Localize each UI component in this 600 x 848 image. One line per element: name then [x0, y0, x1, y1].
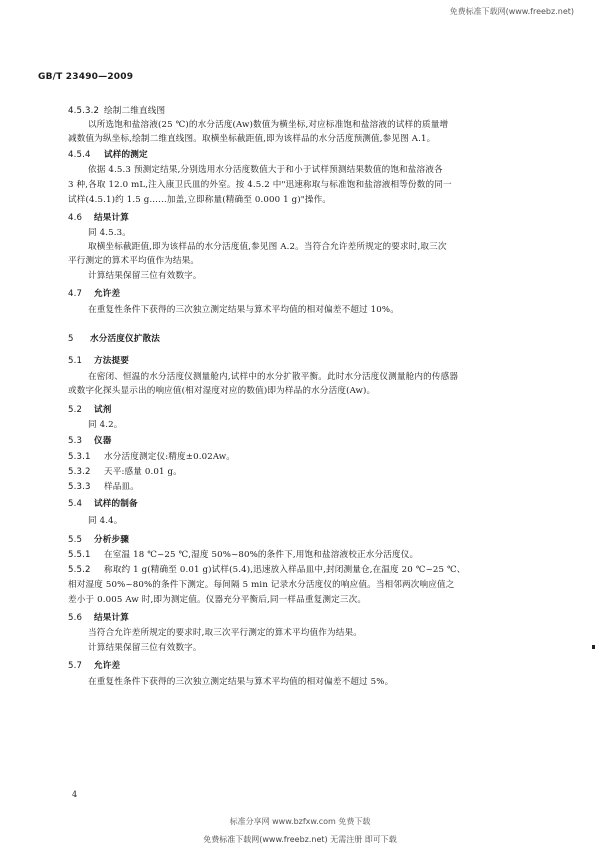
section-text: 计算结果保留三位有效数字。 — [88, 271, 202, 281]
section-heading: 结果计算 — [94, 613, 129, 623]
section-number: 4.5.4 — [68, 150, 91, 160]
paragraph-line — [88, 642, 202, 654]
section-text: 称取约 1 g(精确至 0.01 g)试样(5.4),迅速放入样品皿中,封闭测量仓,在温度 20 ℃~25 ℃、 — [104, 565, 466, 575]
section-text: 以所选饱和盐溶液(25 ℃)的水分活度(Aw)数值为横坐标,对应标准饱和盐溶液的试样的质量增 — [88, 120, 449, 130]
section-text: 在重复性条件下获得的三次独立测定结果与算术平均值的相对偏差不超过 10%。 — [88, 305, 399, 315]
page-number: 4 — [72, 790, 78, 799]
section-text: 同 4.4。 — [88, 516, 123, 526]
paragraph-line — [68, 594, 366, 606]
section-number: 5.1 — [68, 356, 83, 366]
section-text: 在重复性条件下获得的三次独立测定结果与算术平均值的相对偏差不超过 5%。 — [88, 677, 394, 687]
paragraph-line — [68, 133, 435, 145]
section-number: 5.5 — [68, 535, 83, 545]
section-number: 5.5.1 — [68, 550, 91, 560]
section-number: 4.5.3.2 — [68, 106, 100, 116]
section-text: 依据 4.5.3 预测定结果,分别选用水分活度数值大于和小于试样预测结果数值的饱和盐溶液各 — [88, 165, 443, 175]
paragraph-line — [88, 515, 123, 527]
section-line — [68, 105, 165, 117]
section-line — [68, 660, 120, 672]
section-heading: 水分活度仪扩散法 — [90, 334, 160, 344]
section-line — [68, 481, 139, 493]
section-heading: 试剂 — [94, 405, 112, 415]
section-line — [68, 288, 120, 300]
section-line — [68, 534, 129, 546]
section-heading: 分析步骤 — [94, 535, 129, 545]
scan-mark — [592, 645, 595, 649]
section-line — [68, 564, 466, 576]
section-text: 同 4.2。 — [88, 420, 123, 430]
paragraph-line — [88, 270, 202, 282]
section-text: 样品皿。 — [104, 482, 139, 492]
section-text: 3 种,各取 12.0 mL,注入康卫氏皿的外室。按 4.5.2 中"迅速称取与标准饱和盐溶液相等份数的同一 — [68, 180, 452, 190]
paragraph-line — [88, 164, 443, 176]
section-line — [68, 212, 129, 224]
paragraph-line — [68, 194, 331, 206]
top-source-note: 免费标准下载网(www.freebz.net) — [449, 7, 574, 16]
section-heading: 允许差 — [94, 661, 121, 671]
section-number: 5.3.3 — [68, 482, 91, 492]
paragraph-line — [88, 304, 399, 316]
paragraph-line — [68, 179, 452, 191]
section-text: 同 4.5.3。 — [88, 228, 131, 238]
section-text: 平行测定的算术平均值作为结果。 — [68, 256, 200, 266]
section-line — [68, 333, 160, 345]
section-text: 取横坐标截距值,即为该样品的水分活度值,参见图 A.2。当符合允许差所规定的要求时,取三次 — [88, 242, 447, 252]
section-heading: 仪器 — [94, 436, 112, 446]
section-heading: 结果计算 — [94, 213, 129, 223]
paragraph-line — [68, 579, 455, 591]
section-text: 差小于 0.005 Aw 时,即为测定值。仪器充分平衡后,同一样品重复测定三次。 — [68, 595, 367, 605]
paragraph-line — [88, 419, 123, 431]
paragraph-line — [88, 119, 448, 131]
section-heading: 允许差 — [94, 289, 121, 299]
section-text: 或数字化探头显示出的响应值(相对湿度对应的数值)即为样品的水分活度(Aw)。 — [68, 386, 376, 396]
section-text: 在室温 18 ℃~25 ℃,湿度 50%~80%的条件下,用饱和盐溶液校正水分活度仪。 — [104, 550, 419, 560]
section-heading: 方法提要 — [94, 356, 129, 366]
section-number: 4.6 — [68, 213, 83, 223]
section-number: 4.7 — [68, 289, 83, 299]
section-line — [68, 435, 112, 447]
section-text: 绘制二维直线图 — [104, 106, 166, 116]
standard-code: GB/T 23490—2009 — [38, 72, 134, 82]
section-text: 试样(4.5.1)约 1.5 g……加盖,立即称量(精确至 0.000 1 g)"操作。 — [68, 195, 332, 205]
section-line — [68, 404, 112, 416]
section-number: 5.6 — [68, 613, 83, 623]
footer-download-note: 免费标准下载网(www.freebz.net) 无需注册 即可下载 — [203, 835, 397, 844]
paragraph-line — [88, 371, 458, 383]
paragraph-line — [68, 255, 199, 267]
section-text: 在密闭、恒温的水分活度仪测量舱内,试样中的水分扩散平衡。此时水分活度仪测量舱内的传感器 — [88, 372, 459, 382]
section-heading: 试样的测定 — [104, 150, 148, 160]
section-number: 5.5.2 — [68, 565, 91, 575]
paragraph-line — [88, 627, 362, 639]
section-text: 当符合允许差所规定的要求时,取三次平行测定的算术平均值作为结果。 — [88, 628, 362, 638]
paragraph-line — [88, 227, 131, 239]
section-text: 水分活度测定仪:精度±0.02Aw。 — [104, 452, 236, 462]
section-line — [68, 451, 235, 463]
paragraph-line — [88, 676, 393, 688]
section-text: 减数值为纵坐标,绘制二维直线图。取横坐标截距值,即为该样品的水分活度预测值,参见图 A.1。 — [68, 134, 436, 144]
section-text: 计算结果保留三位有效数字。 — [88, 643, 202, 653]
section-line — [68, 149, 148, 161]
section-number: 5 — [68, 334, 74, 344]
section-line — [68, 355, 129, 367]
section-text: 天平:感量 0.01 g。 — [104, 467, 182, 477]
section-line — [68, 549, 418, 561]
paragraph-line — [68, 385, 375, 397]
section-number: 5.7 — [68, 661, 83, 671]
footer-watermark: 标准分享网 www.bzfxw.com 免费下载 — [229, 817, 371, 826]
section-line — [68, 612, 129, 624]
section-number: 5.2 — [68, 405, 83, 415]
section-line — [68, 498, 138, 510]
section-number: 5.3.2 — [68, 467, 91, 477]
paragraph-line — [88, 241, 447, 253]
section-number: 5.3.1 — [68, 452, 91, 462]
section-heading: 试样的制备 — [94, 499, 138, 509]
section-text: 相对湿度 50%~80%的条件下测定。每间隔 5 min 记录水分活度仪的响应值。当相邻两次响应值之 — [68, 580, 455, 590]
section-line — [68, 466, 182, 478]
section-number: 5.4 — [68, 499, 83, 509]
section-number: 5.3 — [68, 436, 83, 446]
